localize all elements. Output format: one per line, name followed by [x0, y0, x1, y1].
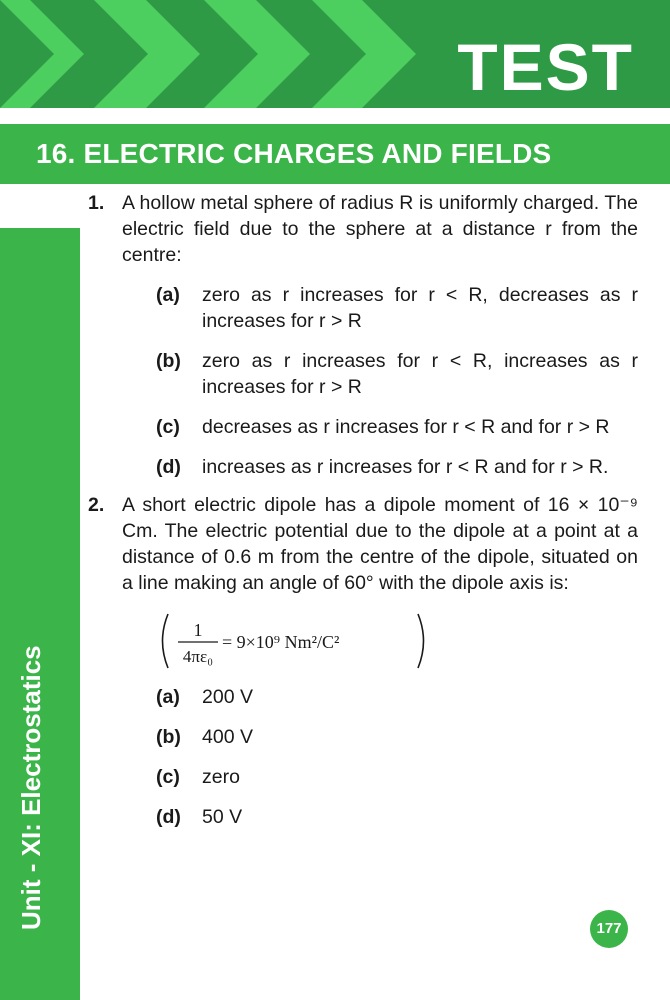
- question-text: A hollow metal sphere of radius R is uniformly charged. The electric field due to the sphere at a distance r from the centre:: [122, 192, 638, 266]
- option-label: (d): [156, 806, 181, 828]
- question-list: [88, 190, 638, 842]
- option-label: (c): [156, 416, 180, 438]
- option-d[interactable]: [122, 454, 638, 480]
- chapter-title: 16. ELECTRIC CHARGES AND FIELDS: [36, 138, 552, 169]
- unit-side-tab: [0, 228, 80, 1000]
- constant-formula: [156, 612, 496, 670]
- option-label: (a): [156, 284, 180, 306]
- question-2: [88, 492, 638, 830]
- option-d[interactable]: [122, 804, 638, 830]
- formula-denominator: 4πε₀: [182, 647, 214, 666]
- chapter-bar: [0, 124, 670, 184]
- question-number: 2.: [88, 494, 105, 516]
- test-title: TEST: [457, 30, 634, 104]
- option-a[interactable]: [122, 684, 638, 710]
- formula-numerator: 1: [193, 620, 203, 640]
- header-banner: [0, 0, 670, 108]
- option-text: zero as r increases for r < R, decreases as r increases for r > R: [202, 284, 638, 332]
- formula-rhs: = 9×10⁹ Nm²/C²: [222, 632, 340, 652]
- page-number: 177: [590, 910, 628, 948]
- option-text: zero: [202, 766, 240, 788]
- option-text: 400 V: [202, 726, 253, 748]
- option-label: (c): [156, 766, 180, 788]
- question-1: [88, 190, 638, 480]
- unit-label: Unit - XI: Electrostatics: [16, 645, 46, 930]
- option-text: 200 V: [202, 686, 253, 708]
- option-b[interactable]: [122, 348, 638, 400]
- question-number: 1.: [88, 192, 105, 214]
- formula-brackets: [156, 612, 496, 670]
- option-text: zero as r increases for r < R, increases as r increases for r > R: [202, 350, 638, 398]
- option-c[interactable]: [122, 764, 638, 790]
- option-a[interactable]: [122, 282, 638, 334]
- option-b[interactable]: [122, 724, 638, 750]
- option-label: (b): [156, 726, 181, 748]
- option-label: (d): [156, 456, 181, 478]
- option-text: 50 V: [202, 806, 243, 828]
- option-text: increases as r increases for r < R and for r > R.: [202, 456, 609, 478]
- question-text: A short electric dipole has a dipole moment of 16 × 10⁻⁹ Cm. The electric potential due to the dipole at a point at a distance of 0.6 m from the centre of the dipole, situated on a line making an angle of 60° with the dipole axis is:: [122, 494, 638, 594]
- option-label: (a): [156, 686, 180, 708]
- option-label: (b): [156, 350, 181, 372]
- option-text: decreases as r increases for r < R and for r > R: [202, 416, 610, 438]
- option-c[interactable]: [122, 414, 638, 440]
